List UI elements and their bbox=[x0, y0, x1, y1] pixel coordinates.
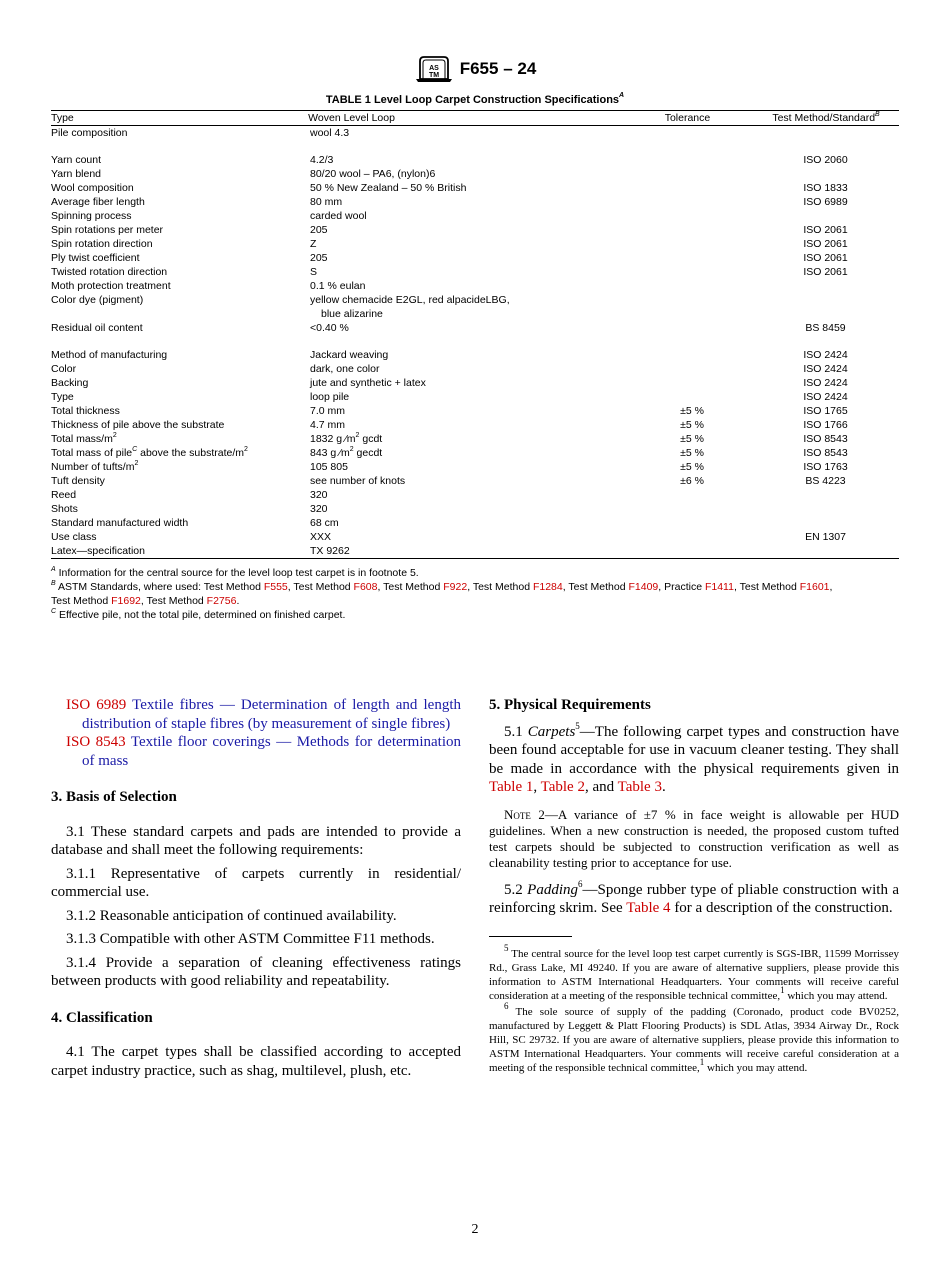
section-4-heading: 4. Classification bbox=[51, 1009, 153, 1026]
table-row bbox=[51, 195, 899, 209]
cell-test-method bbox=[752, 279, 899, 293]
table-body bbox=[51, 126, 899, 558]
table-header-row bbox=[51, 111, 899, 125]
cell-tolerance bbox=[632, 237, 752, 251]
cell-value: dark, one color bbox=[310, 363, 380, 375]
cell-type: Thickness of pile above the substrate bbox=[51, 419, 225, 431]
cell-type: Color dye (pigment) bbox=[51, 294, 144, 306]
cell-tolerance bbox=[632, 362, 752, 376]
cell-test-method: ISO 8543 bbox=[803, 433, 848, 445]
paragraph-5-1: 5.1 Carpets$^5$—The following carpet types and construction have been found acceptable for use in vacuum cleaner testing. They shall be made in accordance with the physical requirements given in Table 1, Table 2, and Table 3. bbox=[489, 720, 900, 795]
cell-type: Yarn blend bbox=[51, 168, 102, 180]
cell-tolerance bbox=[632, 181, 752, 195]
link-f1284[interactable]: F1284 bbox=[532, 581, 563, 593]
cell-type: Spinning process bbox=[51, 210, 132, 222]
link-table-3[interactable]: Table 3 bbox=[617, 779, 662, 795]
cell-value: 0.1 % eulan bbox=[310, 280, 366, 292]
cell-test-method: ISO 1765 bbox=[803, 405, 848, 417]
cell-type: Spin rotations per meter bbox=[51, 224, 164, 236]
cell-tolerance bbox=[632, 251, 752, 265]
cell-tolerance: ±6 % bbox=[680, 475, 704, 487]
paragraph-5-2: 5.2 Padding$^6$—Sponge rubber type of pliable construction with a reinforcing skrim. See Table 4 for a description of the construction. bbox=[489, 878, 900, 916]
paragraph-4-1: 4.1 The carpet types shall be classified according to accepted carpet industry practice, such as shag, multilevel, plush, etc. bbox=[51, 1044, 461, 1079]
cell-test-method: ISO 2424 bbox=[803, 377, 848, 389]
table-row bbox=[51, 209, 899, 223]
cell-tolerance bbox=[632, 390, 752, 404]
cell-tolerance bbox=[632, 167, 752, 181]
section-5-heading: 5. Physical Requirements bbox=[489, 697, 651, 713]
link-f922[interactable]: F922 bbox=[443, 581, 468, 593]
cell-test-method bbox=[752, 488, 899, 502]
left-column bbox=[51, 696, 461, 1085]
specifications-table bbox=[51, 110, 899, 559]
cell-tolerance: ±5 % bbox=[680, 461, 704, 473]
link-f608[interactable]: F608 bbox=[353, 581, 378, 593]
paragraph-3-1: 3.1 These standard carpets and pads are intended to provide a database and shall meet the following requirements: bbox=[51, 823, 461, 858]
table-row bbox=[51, 488, 899, 502]
link-f2756[interactable]: F2756 bbox=[206, 595, 237, 607]
cell-type: Method of manufacturing bbox=[51, 349, 168, 361]
table-title: TABLE 1 Level Loop Carpet Construction Specifications$^A$ bbox=[325, 92, 625, 106]
cell-type: Tuft density bbox=[51, 475, 105, 487]
table-row bbox=[51, 530, 899, 544]
cell-test-method: ISO 2060 bbox=[803, 154, 848, 166]
cell-test-method bbox=[752, 167, 899, 181]
cell-value: 320 bbox=[310, 489, 328, 501]
cell-tolerance bbox=[632, 265, 752, 279]
cell-type: Total thickness bbox=[51, 405, 120, 417]
cell-test-method bbox=[752, 516, 899, 530]
cell-value: wool 4.3 bbox=[310, 127, 350, 139]
link-f1409[interactable]: F1409 bbox=[628, 581, 659, 593]
cell-value: TX 9262 bbox=[310, 545, 350, 557]
paragraph-3-1-3: 3.1.3 Compatible with other ASTM Committee F11 methods. bbox=[66, 931, 435, 947]
table-row bbox=[51, 460, 899, 474]
cell-test-method: ISO 1833 bbox=[803, 182, 848, 194]
cell-value: yellow chemacide E2GL, red alpacideLBG, blue alizarine bbox=[310, 294, 510, 320]
cell-tolerance bbox=[632, 195, 752, 209]
table-note-a: $^A$ Information for the central source for the level loop test carpet is in footnote 5. bbox=[51, 565, 419, 579]
cell-tolerance: ±5 % bbox=[680, 447, 704, 459]
table-spacer bbox=[51, 140, 899, 153]
cell-test-method: ISO 2424 bbox=[803, 363, 848, 375]
table-row bbox=[51, 404, 899, 418]
cell-value: 843 g $⁄m^2$ gecdt bbox=[310, 445, 383, 459]
link-table-2[interactable]: Table 2 bbox=[540, 779, 585, 795]
cell-type: Pile composition bbox=[51, 127, 128, 139]
table-row bbox=[51, 390, 899, 404]
cell-value: 7.0 mm bbox=[310, 405, 346, 417]
cell-type: Average fiber length bbox=[51, 196, 145, 208]
cell-value: loop pile bbox=[310, 391, 350, 403]
footnote-divider bbox=[489, 936, 572, 937]
table-row bbox=[51, 321, 899, 335]
cell-tolerance bbox=[632, 209, 752, 223]
table-row bbox=[51, 348, 899, 362]
cell-test-method: ISO 2061 bbox=[803, 238, 848, 250]
cell-test-method: ISO 2424 bbox=[803, 349, 848, 361]
svg-text:TM: TM bbox=[428, 72, 439, 79]
table-row bbox=[51, 223, 899, 237]
paragraph-3-1-1: 3.1.1 Representative of carpets currently in residential/ commercial use. bbox=[51, 865, 461, 900]
cell-value: Jackard weaving bbox=[310, 349, 389, 361]
cell-tolerance bbox=[632, 544, 752, 558]
cell-type: Spin rotation direction bbox=[51, 238, 153, 250]
note-2: Note 2—A variance of ±7 % in face weight is allowable per HUD guidelines. When a new construction is needed, the proposed custom tufted test carpets should be subjected to construction verification as well as cleanability testing prior to acceptance for use. bbox=[489, 806, 899, 870]
cell-type: Yarn count bbox=[51, 154, 102, 166]
cell-test-method bbox=[752, 544, 899, 558]
cell-test-method: ISO 8543 bbox=[803, 447, 848, 459]
table-row bbox=[51, 376, 899, 390]
cell-type: Wool composition bbox=[51, 182, 134, 194]
cell-value: 105 805 bbox=[310, 461, 348, 473]
cell-tolerance bbox=[632, 223, 752, 237]
table-row bbox=[51, 544, 899, 558]
table-row bbox=[51, 126, 899, 140]
cell-tolerance bbox=[632, 488, 752, 502]
cell-type: Shots bbox=[51, 503, 78, 515]
cell-test-method: EN 1307 bbox=[805, 531, 846, 543]
cell-value: 50 % New Zealand – 50 % British bbox=[310, 182, 467, 194]
cell-type: Total mass of pile$^C$ above the substrate/$m^2$ bbox=[51, 445, 248, 459]
cell-value: 80/20 wool – PA6, (nylon)6 bbox=[310, 168, 436, 180]
page-number: 2 bbox=[471, 1222, 479, 1237]
cell-type: Number of tufts/$m^2$ bbox=[51, 459, 139, 473]
cell-tolerance bbox=[632, 126, 752, 140]
table-row bbox=[51, 265, 899, 279]
cell-value: carded wool bbox=[310, 210, 367, 222]
table-row bbox=[51, 181, 899, 195]
cell-type: Use class bbox=[51, 531, 97, 543]
link-f1411[interactable]: F1411 bbox=[704, 581, 734, 593]
cell-tolerance bbox=[632, 153, 752, 167]
cell-tolerance bbox=[632, 376, 752, 390]
cell-type: Type bbox=[51, 391, 74, 403]
cell-value: S bbox=[310, 266, 318, 278]
cell-type: Color bbox=[51, 363, 77, 375]
astm-logo-icon bbox=[414, 53, 454, 85]
cell-test-method bbox=[752, 502, 899, 516]
reference-iso-8543: ISO 8543 Textile floor coverings — Methods for determination of mass bbox=[66, 734, 461, 769]
table-row bbox=[51, 474, 899, 488]
cell-tolerance bbox=[632, 530, 752, 544]
cell-value: Z bbox=[310, 238, 317, 250]
document-header bbox=[0, 52, 950, 86]
paragraph-3-1-2: 3.1.2 Reasonable anticipation of continued availability. bbox=[66, 907, 397, 924]
cell-value: XXX bbox=[310, 531, 332, 543]
reference-iso-6989: ISO 6989 Textile fibres — Determination of length and length distribution of staple fibres (by measurement of single fibres) bbox=[66, 697, 462, 732]
table-row bbox=[51, 418, 899, 432]
cell-test-method: BS 8459 bbox=[805, 322, 846, 334]
cell-value: 68 cm bbox=[310, 517, 339, 529]
table-row bbox=[51, 237, 899, 251]
cell-test-method: ISO 1763 bbox=[803, 461, 848, 473]
cell-tolerance bbox=[632, 516, 752, 530]
table-spacer bbox=[51, 335, 899, 348]
cell-type: Moth protection treatment bbox=[51, 280, 171, 292]
cell-test-method: ISO 2061 bbox=[803, 224, 848, 236]
cell-test-method: ISO 1766 bbox=[803, 419, 848, 431]
cell-type: Total mass/$m^2$ bbox=[51, 431, 117, 445]
column-header-test-method: Test Method/Standard$^B$ bbox=[772, 110, 880, 124]
link-f555[interactable]: F555 bbox=[263, 581, 288, 593]
cell-value: see number of knots bbox=[310, 475, 406, 487]
table-row bbox=[51, 502, 899, 516]
table-row bbox=[51, 516, 899, 530]
table-row bbox=[51, 251, 899, 265]
table-row bbox=[51, 279, 899, 293]
cell-type: Backing bbox=[51, 377, 89, 389]
footnote-6: $^6$ The sole source of supply of the padding (Coronado, product code BV0252, manufactured by Leggett & Platt Flooring Products) is SDL Atlas, 3934 Airway Dr., Rock Hill, SC 29732. If you are aware of alternative suppliers, please provide this information to ASTM International Headquarters. Your comments will receive careful consideration at a meeting of the responsible technical committee,$^1$ which you may attend. bbox=[489, 1000, 899, 1074]
cell-test-method: ISO 6989 bbox=[803, 196, 848, 208]
cell-value: 205 bbox=[310, 252, 328, 264]
table-notes bbox=[51, 566, 901, 622]
cell-value: <0.40 % bbox=[310, 322, 349, 334]
cell-value: 80 mm bbox=[310, 196, 343, 208]
cell-type: Ply twist coefficient bbox=[51, 252, 140, 264]
cell-value: jute and synthetic + latex bbox=[310, 377, 426, 389]
cell-tolerance bbox=[632, 279, 752, 293]
link-table-4[interactable]: Table 4 bbox=[626, 900, 671, 916]
cell-test-method bbox=[752, 209, 899, 223]
link-table-1[interactable]: Table 1 bbox=[489, 779, 534, 795]
table-row bbox=[51, 293, 899, 321]
cell-value: 205 bbox=[310, 224, 328, 236]
link-iso-6989[interactable]: ISO 6989 bbox=[66, 697, 127, 713]
document-designation: F655 – 24 bbox=[459, 59, 537, 78]
cell-value: 4.2/3 bbox=[310, 154, 334, 166]
table-note-c: $^C$ Effective pile, not the total pile, determined on finished carpet. bbox=[51, 607, 346, 621]
cell-tolerance bbox=[632, 321, 752, 335]
cell-tolerance bbox=[632, 293, 752, 321]
cell-tolerance: ±5 % bbox=[680, 433, 704, 445]
column-header-tolerance: Tolerance bbox=[664, 112, 711, 124]
cell-test-method: ISO 2061 bbox=[803, 252, 848, 264]
cell-tolerance: ±5 % bbox=[680, 419, 704, 431]
cell-tolerance bbox=[632, 502, 752, 516]
table-row bbox=[51, 446, 899, 460]
table-row bbox=[51, 167, 899, 181]
svg-text:AS: AS bbox=[428, 65, 439, 72]
column-header-woven: Woven Level Loop bbox=[308, 112, 395, 124]
cell-value: 4.7 mm bbox=[310, 419, 346, 431]
table-row bbox=[51, 153, 899, 167]
right-column bbox=[489, 696, 899, 1077]
table-note-b: $^B$ ASTM Standards, where used: Test Method F555, Test Method F608, Test Method F922, Test Method F1284, Test Method F1409, Practice F1411, Test Method F1601, Test Method F1692, Test Method F2756. bbox=[51, 579, 833, 607]
cell-test-method: ISO 2061 bbox=[803, 266, 848, 278]
link-iso-8543[interactable]: ISO 8543 bbox=[66, 734, 126, 750]
cell-value: 1832 g $⁄m^2$ gcdt bbox=[310, 431, 383, 445]
link-f1692[interactable]: F1692 bbox=[111, 595, 141, 607]
cell-type: Standard manufactured width bbox=[51, 517, 189, 529]
cell-test-method bbox=[752, 126, 899, 140]
column-header-type: Type bbox=[51, 112, 74, 124]
table-row bbox=[51, 432, 899, 446]
cell-test-method bbox=[752, 293, 899, 321]
cell-tolerance bbox=[632, 348, 752, 362]
cell-value: 320 bbox=[310, 503, 328, 515]
cell-type: Latex—specification bbox=[51, 545, 145, 557]
section-3-heading: 3. Basis of Selection bbox=[51, 789, 177, 805]
cell-type: Twisted rotation direction bbox=[51, 266, 168, 278]
cell-tolerance: ±5 % bbox=[680, 405, 704, 417]
cell-test-method: ISO 2424 bbox=[803, 391, 848, 403]
link-f1601[interactable]: F1601 bbox=[799, 581, 830, 593]
footnote-5: $^5$ The central source for the level loop test carpet currently is SGS-IBR, 11599 Morrissey Rd., Grass Lake, MI 49240. If you are aware of alternative suppliers, please provide this information to ASTM International Headquarters. Your comments will receive careful consideration at a meeting of the responsible technical committee,$^1$ which you may attend. bbox=[489, 942, 899, 1002]
paragraph-3-1-4: 3.1.4 Provide a separation of cleaning effectiveness ratings between products with good reliability and repeatability. bbox=[51, 954, 461, 989]
cell-type: Residual oil content bbox=[51, 322, 143, 334]
cell-test-method: BS 4223 bbox=[805, 475, 846, 487]
cell-type: Reed bbox=[51, 489, 77, 501]
table-row bbox=[51, 362, 899, 376]
